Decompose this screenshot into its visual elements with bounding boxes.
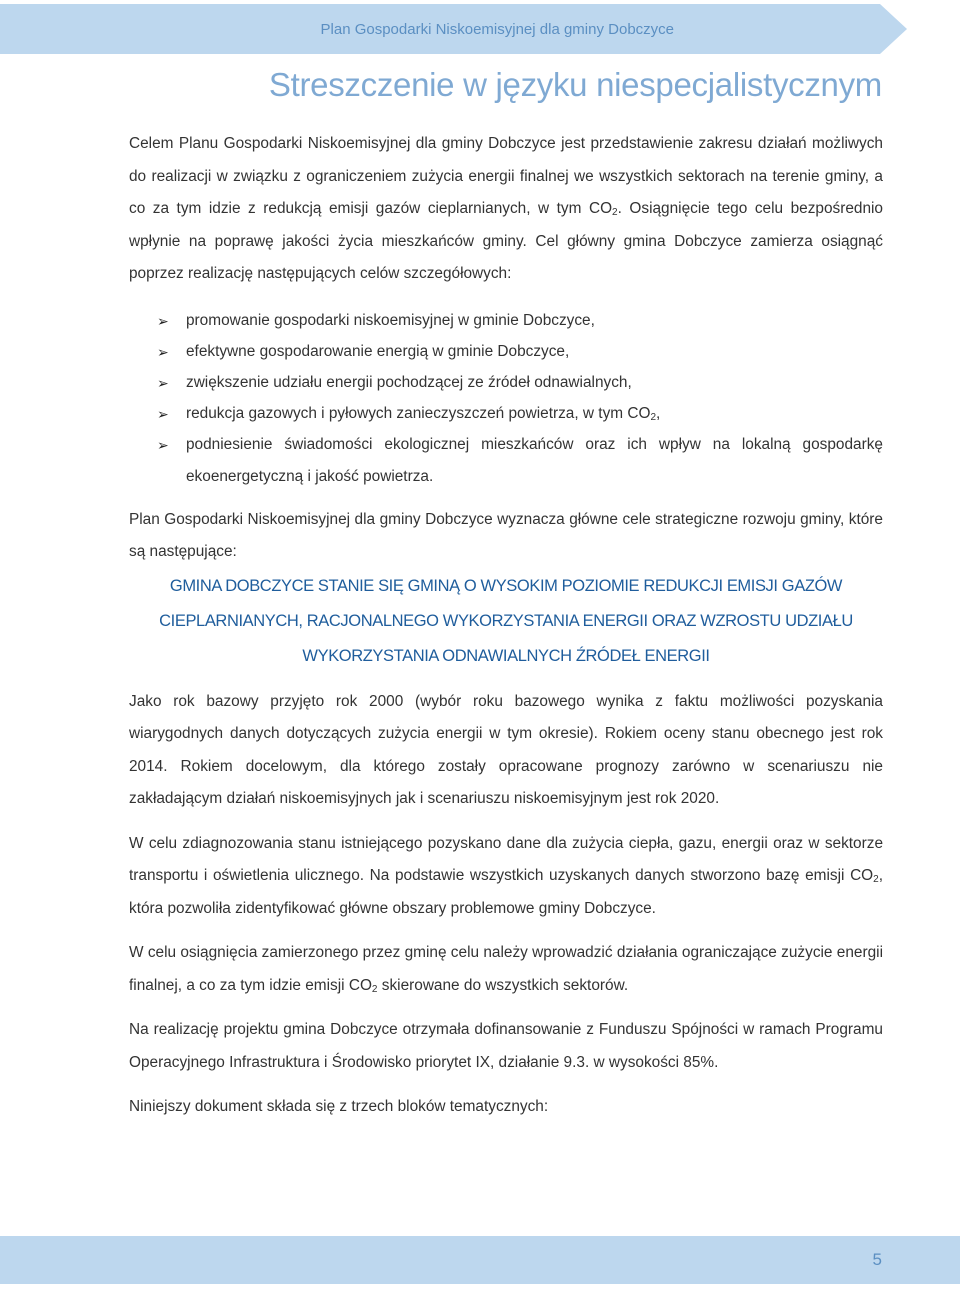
list-item: ➢ redukcja gazowych i pyłowych zanieczyszczeń powietrza, w tym $CO_2$, xyxy=(129,398,883,430)
arrow-bullet-icon: ➢ xyxy=(157,436,169,453)
main-goal-heading: GMINA DOBCZYCE STANIE SIĘ GMINĄ O WYSOKIM POZIOMIE REDUKCJI EMISJI GAZÓW CIEPLARNIANYCH, RACJONALNEGO WYKORZYSTANIA ENERGII ORAZ WZROSTU UDZIAŁU WYKORZYSTANIA ODNAWIALNYCH ŹRÓDEŁ ENERGII xyxy=(159,576,853,665)
arrow-bullet-icon: ➢ xyxy=(157,312,169,329)
main-content xyxy=(129,128,883,1124)
list-item: ➢ zwiększenie udziału energii pochodzącej ze źródeł odnawialnych, xyxy=(129,367,883,399)
arrow-bullet-icon: ➢ xyxy=(157,405,169,422)
funding-paragraph: Na realizację projektu gmina Dobczyce otrzymała dofinansowanie z Funduszu Spójności w ramach Programu Operacyjnego Infrastruktura i Środowisko priorytet IX, działanie 9.3. w wysokości 85%. xyxy=(129,1021,883,1071)
actions-paragraph: W celu osiągnięcia zamierzonego przez gminę celu należy wprowadzić działania ograniczające zużycie energii finalnej, a co za tym idzie emisji $CO_2$ skierowane do wszystkich sektorów. xyxy=(129,944,883,995)
list-item: ➢ podniesienie świadomości ekologicznej mieszkańców oraz ich wpływ na lokalną gospodarkę ekoenergetyczną i jakość powietrza. xyxy=(129,429,883,493)
diagnosis-paragraph: W celu zdiagnozowania stanu istniejącego pozyskano dane dla zużycia ciepła, gazu, energii oraz w sektorze transportu i oświetlenia ulicznego. Na podstawie wszystkich uzyskanych danych stworzono bazę emisji $CO_2$, która pozwoliła zidentyfikować główne obszary problemowe gminy Dobczyce. xyxy=(129,834,883,917)
footer-band xyxy=(0,1236,960,1284)
arrow-bullet-icon: ➢ xyxy=(157,374,169,391)
page-number: 5 xyxy=(872,1250,882,1269)
list-item: ➢ promowanie gospodarki niskoemisyjnej w gminie Dobczyce, xyxy=(129,305,883,337)
strategy-intro-paragraph: Plan Gospodarki Niskoemisyjnej dla gminy Dobczyce wyznacza główne cele strategiczne rozwoju gminy, które są następujące: xyxy=(129,510,883,560)
objectives-list xyxy=(129,305,883,493)
section-title: Streszczenie w języku niespecjalistycznym xyxy=(268,66,882,103)
list-item: ➢ efektywne gospodarowanie energią w gminie Dobczyce, xyxy=(129,336,883,368)
intro-paragraph: Celem Planu Gospodarki Niskoemisyjnej dla gminy Dobczyce jest przedstawienie zakresu działań możliwych do realizacji w związku z ograniczeniem zużycia energii finalnej we wszystkich sektorach na terenie gminy, a co za tym idzie z redukcją emisji gazów cieplarnianych, w tym $CO_2$. Osiągnięcie tego celu bezpośrednio wpłynie na poprawę jakości życia mieszkańców gminy. Cel główny gmina Dobczyce zamierza osiągnąć poprzez realizację następujących celów szczegółowych: xyxy=(129,135,883,282)
running-header: Plan Gospodarki Niskoemisyjnej dla gminy Dobczyce xyxy=(320,21,674,38)
base-year-paragraph: Jako rok bazowy przyjęto rok 2000 (wybór roku bazowego wynika z faktu możliwości pozyskania wiarygodnych danych dotyczących zużycia energii w tym okresie). Rokiem oceny stanu obecnego jest rok 2014. Rokiem docelowym, dla którego zostały opracowane prognozy zarówno w scenariuszu nie zakładającym działań niskoemisyjnych jak i scenariuszu niskoemisyjnym jest rok 2020. xyxy=(129,692,883,807)
arrow-bullet-icon: ➢ xyxy=(157,343,169,360)
blocks-paragraph: Niniejszy dokument składa się z trzech bloków tematycznych: xyxy=(129,1098,549,1115)
